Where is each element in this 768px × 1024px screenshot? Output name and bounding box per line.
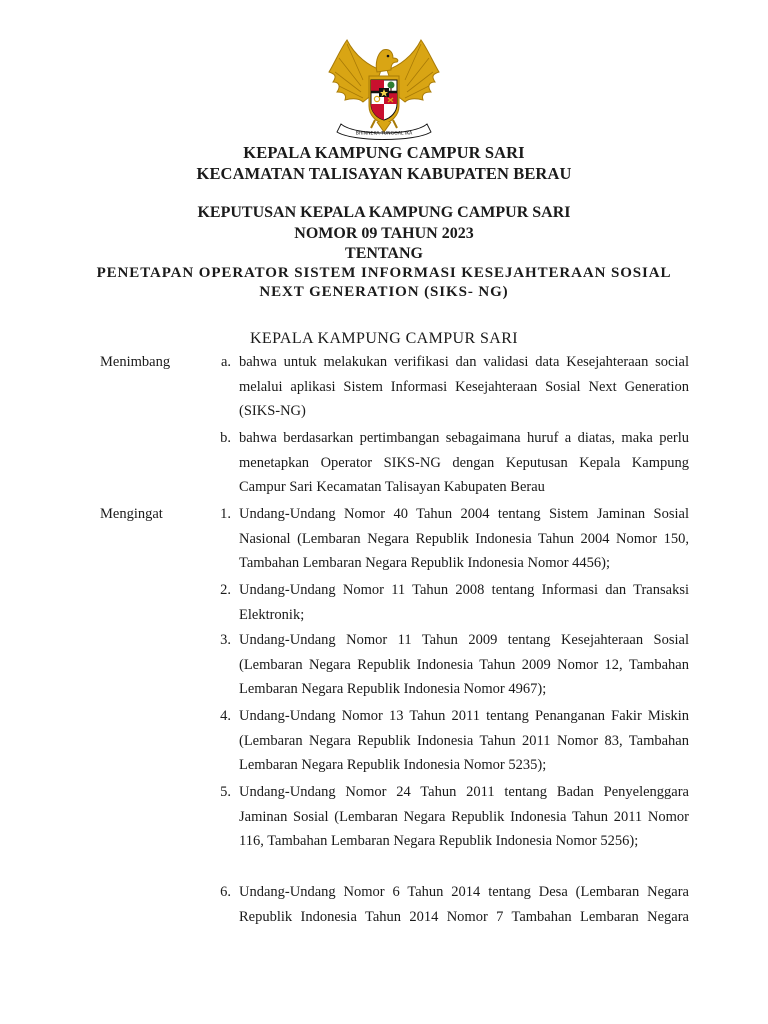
decree-title: KEPUTUSAN KEPALA KAMPUNG CAMPUR SARI	[197, 204, 571, 221]
section-label-menimbang: Menimbang	[100, 354, 171, 370]
list-item-text: bahwa berdasarkan pertimbangan sebagaimana huruf a diatas, maka perlu menetapkan Operator SIKS-NG dengan Keputusan Kepala Kampung Campur Sari Kecamatan Talisayan Kabupaten Berau	[239, 430, 689, 496]
header-line-1: KEPALA KAMPUNG CAMPUR SARI	[243, 143, 525, 162]
list-item-text: Undang-Undang Nomor 24 Tahun 2011 tentang Badan Penyelenggara Jaminan Sosial (Lembaran Negara Republik Indonesia Tahun 2011 Nomor 116, Tambahan Lembaran Negara Republik Indonesia Nomor 5256);	[239, 784, 689, 850]
list-marker: b.	[220, 430, 231, 446]
decree-subject-line-1: PENETAPAN OPERATOR SISTEM INFORMASI KESEJAHTERAAN SOSIAL	[96, 265, 672, 281]
list-item-text: Undang-Undang Nomor 40 Tahun 2004 tentang Sistem Jaminan Sosial Nasional (Lembaran Negara Republik Indonesia Tahun 2004 Nomor 150, Tambahan Lembaran Negara Republik Indonesia Nomor 4456);	[239, 506, 689, 572]
list-item-text: Undang-Undang Nomor 11 Tahun 2009 tentang Kesejahteraan Sosial (Lembaran Negara Republik Indonesia Tahun 2009 Nomor 12, Tambahan Lembaran Negara Republik Indonesia Nomor 4967);	[239, 632, 689, 698]
section-label-mengingat: Mengingat	[100, 506, 163, 522]
emblem-motto-text: BHINNEKA TUNGGAL IKA	[355, 131, 413, 137]
list-marker: a.	[220, 354, 231, 370]
list-marker: 5.	[220, 784, 231, 800]
header-line-2: KECAMATAN TALISAYAN KABUPATEN BERAU	[196, 164, 572, 183]
issuer-heading: KEPALA KAMPUNG CAMPUR SARI	[249, 330, 519, 347]
list-item-text: Undang-Undang Nomor 6 Tahun 2014 tentang Desa (Lembaran Negara Republik Indonesia Tahun 2014 Nomor 7 Tambahan Lembaran Negara	[239, 884, 689, 925]
decree-about: TENTANG	[345, 245, 423, 262]
decree-number: NOMOR 09 TAHUN 2023	[294, 225, 474, 242]
garuda-pancasila-emblem	[325, 36, 443, 140]
list-marker: 4.	[220, 708, 231, 724]
list-item-text: Undang-Undang Nomor 13 Tahun 2011 tentang Penanganan Fakir Miskin (Lembaran Negara Republik Indonesia Tahun 2011 Nomor 83, Tambahan Lembaran Negara Republik Indonesia Nomor 5235);	[239, 708, 689, 774]
list-item-text: bahwa untuk melakukan verifikasi dan validasi data Kesejahteraan social melalui aplikasi Sistem Informasi Kesejahteraan Sosial Next Generation (SIKS-NG)	[239, 354, 689, 420]
list-marker: 1.	[220, 506, 231, 522]
list-marker: 2.	[220, 582, 231, 598]
list-marker: 6.	[220, 884, 231, 900]
list-item-text: Undang-Undang Nomor 11 Tahun 2008 tentang Informasi dan Transaksi Elektronik;	[239, 582, 689, 623]
decree-subject-line-2: NEXT GENERATION (SIKS- NG)	[259, 284, 509, 300]
list-marker: 3.	[220, 632, 231, 648]
